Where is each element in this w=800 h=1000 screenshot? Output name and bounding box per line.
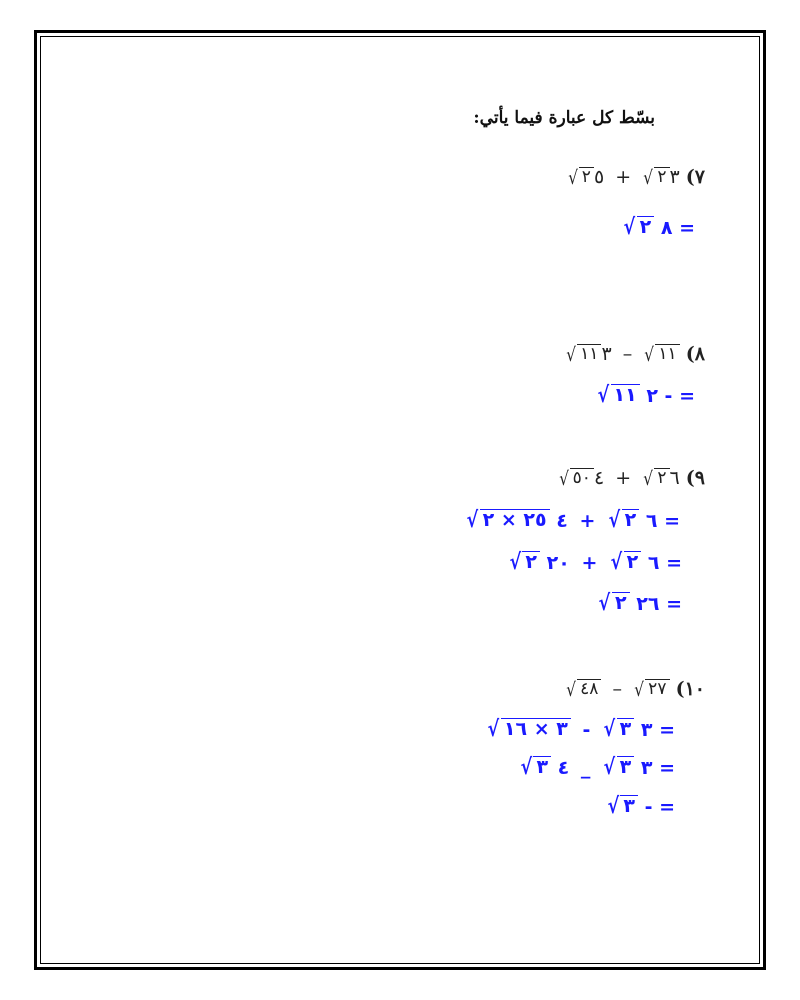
radical: √ ٤٨ [565, 679, 601, 700]
radical: √ ١١ [596, 384, 640, 407]
problem-10-step-1: = ٣ √ ٣ - √ ٣ × ١٦ [487, 717, 675, 742]
problem-10-step-2: = ٣ √ ٣ _ ٤ √ ٣ [520, 755, 675, 780]
problem-8-expression: ٨) √ ١١ – ٣ √ ١١ [566, 343, 705, 366]
problem-9-step-1: = ٦ √ ٢ + ٤ √ ٢٥ × ٢ [466, 508, 680, 533]
radical: √ ٢ [508, 551, 540, 574]
instruction-text: بسّط كل عبارة فيما يأتي: [473, 108, 655, 128]
radical: √ ١١ [643, 344, 679, 365]
problem-8-step-1: = - ٢ √ ١١ [597, 383, 695, 408]
radical: √ ٢ [609, 551, 641, 574]
radical: √ ٢ [567, 167, 594, 188]
problem-number: ٧) [685, 166, 705, 188]
problem-9-step-3: = ٢٦ √ ٢ [598, 591, 682, 616]
radical: √ ٣ [602, 718, 634, 741]
radical: √ ١١ [565, 344, 601, 365]
radical: √ ٢ [642, 468, 669, 489]
problem-7-expression: ٧) ٣ √ ٢ + ٥ √ ٢ [567, 166, 705, 189]
radical: √ ٣ [602, 756, 634, 779]
radical: √ ٢ [597, 592, 629, 615]
radical: √ ٢٧ [633, 679, 669, 700]
problem-7-step-1: = ٨ √ ٢ [623, 215, 695, 240]
radical: √ ٢ [642, 167, 669, 188]
radical: √ ٢ [622, 216, 654, 239]
radical: √ ٣ × ١٦ [486, 718, 571, 741]
problem-number: ٨) [685, 343, 705, 365]
problem-9-expression: ٩) ٦ √ ٢ + ٤ √ ٥٠ [558, 467, 705, 490]
radical: √ ٣ [606, 795, 638, 818]
problem-10-step-3: = - √ ٣ [607, 794, 675, 819]
radical: √ ٢٥ × ٢ [465, 509, 550, 532]
problem-number: ١٠) [675, 678, 705, 700]
problem-10-expression: ١٠) √ ٢٧ – √ ٤٨ [566, 678, 705, 701]
radical: √ ٣ [519, 756, 551, 779]
problem-9-step-2: = ٦ √ ٢ + ٢٠ √ ٢ [509, 550, 682, 575]
radical: √ ٢ [607, 509, 639, 532]
problem-number: ٩) [685, 467, 705, 489]
radical: √ ٥٠ [558, 468, 594, 489]
